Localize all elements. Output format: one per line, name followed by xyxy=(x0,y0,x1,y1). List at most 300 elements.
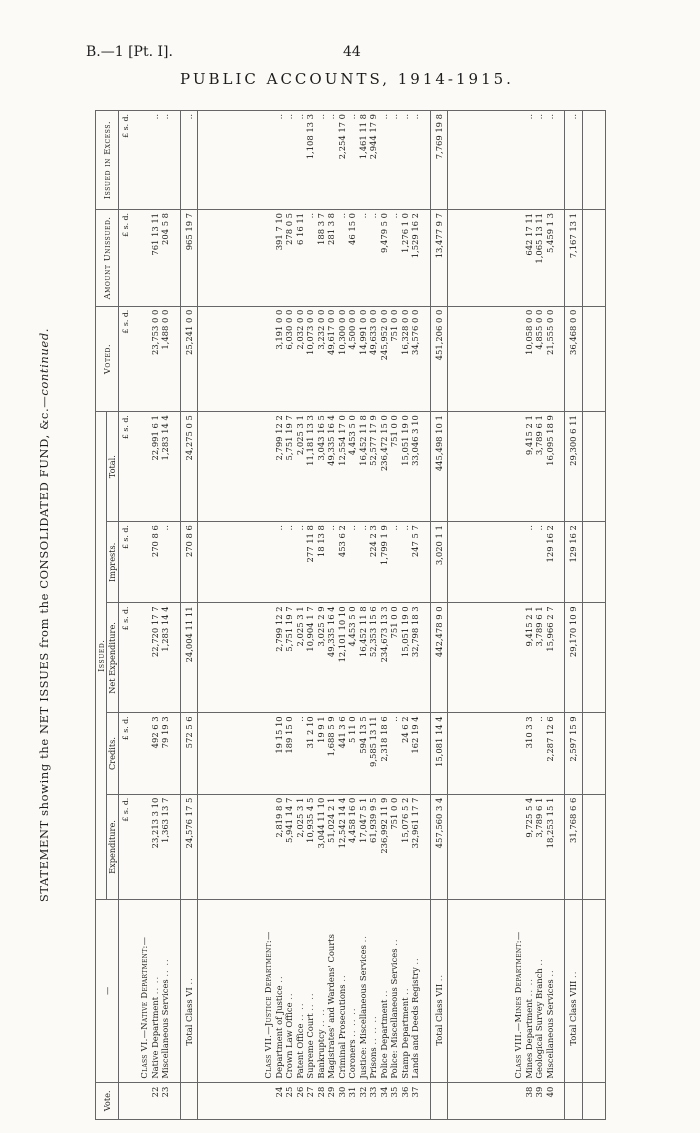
spacer-cell xyxy=(504,522,513,603)
cell-tot: 5,751 19 7 xyxy=(284,412,295,522)
item-label: Miscellaneous Services xyxy=(544,979,555,1079)
vote-number: 27 xyxy=(305,1082,316,1119)
cell-tot: 49,335 16 4 xyxy=(326,412,337,522)
cell-net: 1,283 14 4 xyxy=(160,603,171,713)
total-ex: .. xyxy=(565,111,583,210)
empty-cell xyxy=(263,713,274,794)
cell-tot: 1,283 14 4 xyxy=(160,412,171,522)
cell-imp: .. xyxy=(389,522,400,603)
spacer-cell xyxy=(448,306,505,412)
spacer-cell xyxy=(421,209,431,306)
empty-cell xyxy=(513,306,524,412)
cell-cr: 5 11 0 xyxy=(347,713,358,794)
cell-net: 5,751 19 7 xyxy=(284,603,295,713)
cell-cr: 441 3 6 xyxy=(337,713,348,794)
spacer-cell xyxy=(582,900,605,1082)
empty-cell xyxy=(513,412,524,522)
spacer-cell xyxy=(198,209,255,306)
empty-cell xyxy=(139,713,150,794)
cell-exp: 3,789 6 1 xyxy=(534,794,545,900)
spacer-cell xyxy=(130,412,139,522)
statement-title: STATEMENT showing the NET ISSUES from the CONSOLIDATED FUND, &c.—continued. xyxy=(37,327,51,903)
leader-dots: .. xyxy=(399,987,410,995)
cell-un: 9,479 5 0 xyxy=(379,209,390,306)
vote-cell xyxy=(565,1082,583,1119)
cell-un: 5,459 1 3 xyxy=(545,209,556,306)
cell-tot: 15,051 19 0 xyxy=(400,412,411,522)
leader-dots: .. .. xyxy=(315,1008,326,1027)
vote-cell xyxy=(180,1082,198,1119)
total-exp: 31,768 6 6 xyxy=(565,794,583,900)
leader-dots: .. xyxy=(336,974,347,982)
cell-ex: .. xyxy=(347,111,358,210)
spacer-cell xyxy=(171,603,181,713)
cell-ex: .. xyxy=(524,111,535,210)
cell-tot: 12,554 17 0 xyxy=(337,412,348,522)
units-tot: £ s. d. xyxy=(118,412,130,522)
col-vote: Vote. xyxy=(96,1082,119,1119)
cell-imp: 18 13 8 xyxy=(316,522,327,603)
cell-exp: 4,458 16 0 xyxy=(347,794,358,900)
table-row xyxy=(545,111,556,1120)
spacer-cell xyxy=(130,522,139,603)
leader-dots: .. .. xyxy=(149,975,160,995)
vote-number: 34 xyxy=(379,1082,390,1119)
cell-voted: 1,488 0 0 xyxy=(160,306,171,412)
empty-cell xyxy=(513,111,524,210)
empty-cell xyxy=(263,522,274,603)
cell-exp: 9,725 5 4 xyxy=(524,794,535,900)
total-row xyxy=(430,111,448,1120)
units-voted: £ s. d. xyxy=(118,306,130,412)
total-cr: 572 5 6 xyxy=(180,713,198,794)
cell-exp: 5,941 14 7 xyxy=(284,794,295,900)
vote-number: 40 xyxy=(545,1082,556,1119)
gap xyxy=(504,111,513,1120)
cell-imp: 247 5 7 xyxy=(410,522,421,603)
table-row xyxy=(368,111,379,1120)
cell-net: 15,966 2 7 xyxy=(545,603,556,713)
cell-un: .. xyxy=(305,209,316,306)
table-row xyxy=(524,111,535,1120)
cell-tot: 9,415 2 1 xyxy=(524,412,535,522)
item-label: Supreme Court xyxy=(305,1013,316,1079)
spacer-cell xyxy=(198,713,255,794)
leader-dots: .. .. xyxy=(523,978,534,997)
issues-table xyxy=(95,110,606,1120)
cell-exp: 236,992 11 9 xyxy=(379,794,390,900)
cell-imp: .. xyxy=(400,522,411,603)
spacer-cell xyxy=(421,111,431,210)
cell-exp: 751 0 0 xyxy=(389,794,400,900)
cell-ex: .. xyxy=(534,111,545,210)
cell-net: 10,904 1 7 xyxy=(305,603,316,713)
cell-cr: 594 13 5 xyxy=(358,713,369,794)
spacer-cell xyxy=(421,1082,431,1119)
cell-net: 3,789 6 1 xyxy=(534,603,545,713)
total-tot: 29,300 6 11 xyxy=(565,412,583,522)
vote-number: 30 xyxy=(337,1082,348,1119)
spacer-cell xyxy=(504,900,513,1082)
item-label: Miscellaneous Services xyxy=(160,979,171,1079)
item-name xyxy=(284,900,295,1082)
spacer-cell xyxy=(171,713,181,794)
cell-net: 2,799 12 2 xyxy=(274,603,285,713)
cell-net: 32,798 18 3 xyxy=(410,603,421,713)
spacer-cell xyxy=(582,794,605,900)
spacer-cell xyxy=(130,1082,139,1119)
cell-cr: 24 6 2 xyxy=(400,713,411,794)
cell-tot: 16,452 11 8 xyxy=(358,412,369,522)
item-name xyxy=(316,900,327,1082)
item-label: Geological Survey Branch xyxy=(534,968,545,1079)
gap xyxy=(171,111,181,1120)
total-net: 29,170 10 9 xyxy=(565,603,583,713)
empty-cell xyxy=(513,603,524,713)
spacer-cell xyxy=(448,603,505,713)
spacer-cell xyxy=(254,713,263,794)
table-row xyxy=(326,111,337,1120)
empty-cell xyxy=(263,306,274,412)
cell-exp: 32,961 17 7 xyxy=(410,794,421,900)
total-voted: 451,206 0 0 xyxy=(430,306,448,412)
cell-un: 391 7 10 xyxy=(274,209,285,306)
cell-exp: 15,076 5 2 xyxy=(400,794,411,900)
empty-cell xyxy=(139,794,150,900)
units-cr: £ s. d. xyxy=(118,713,130,794)
cell-voted: 16,328 0 0 xyxy=(400,306,411,412)
item-name xyxy=(524,900,535,1082)
cell-net: 22,720 17 7 xyxy=(150,603,161,713)
cell-tot: 2,025 3 1 xyxy=(295,412,306,522)
cell-voted: 2,032 0 0 xyxy=(295,306,306,412)
col-item: — xyxy=(96,900,119,1082)
vote-number: 23 xyxy=(160,1082,171,1119)
spacer-cell xyxy=(421,794,431,900)
cell-tot: 2,799 12 2 xyxy=(274,412,285,522)
spacer-cell xyxy=(582,111,605,210)
cell-voted: 21,555 0 0 xyxy=(545,306,556,412)
table-row xyxy=(400,111,411,1120)
spacer-cell xyxy=(555,111,565,210)
cell-ex: .. xyxy=(274,111,285,210)
cell-un: 46 15 0 xyxy=(347,209,358,306)
spacer-cell xyxy=(254,522,263,603)
item-label: Prisons xyxy=(368,1047,379,1079)
empty-cell xyxy=(513,713,524,794)
spacer-cell xyxy=(198,1082,255,1119)
cell-tot: 751 0 0 xyxy=(389,412,400,522)
item-name xyxy=(410,900,421,1082)
total-net: 24,004 11 11 xyxy=(180,603,198,713)
cell-voted: 751 0 0 xyxy=(389,306,400,412)
table-row xyxy=(316,111,327,1120)
spacer-cell xyxy=(555,713,565,794)
cell-net: 52,353 15 6 xyxy=(368,603,379,713)
page-number: 44 xyxy=(343,44,361,60)
vote-number: 38 xyxy=(524,1082,535,1119)
cell-ex: .. xyxy=(545,111,556,210)
item-name xyxy=(389,900,400,1082)
spacer-cell xyxy=(421,713,431,794)
total-voted: 36,468 0 0 xyxy=(565,306,583,412)
spacer-cell xyxy=(198,794,255,900)
vote-number: 26 xyxy=(295,1082,306,1119)
spacer-cell xyxy=(198,900,255,1082)
total-ex: .. xyxy=(180,111,198,210)
item-name xyxy=(337,900,348,1082)
biggap xyxy=(448,111,505,1120)
table-row xyxy=(150,111,161,1120)
cell-net: 4,453 5 0 xyxy=(347,603,358,713)
vote-number: 29 xyxy=(326,1082,337,1119)
cell-un: 1,065 13 11 xyxy=(534,209,545,306)
total-cr: 2,597 15 9 xyxy=(565,713,583,794)
cell-ex: .. xyxy=(160,111,171,210)
col-expenditure: Expenditure. xyxy=(107,794,118,900)
cell-exp: 2,025 3 1 xyxy=(295,794,306,900)
cell-net: 15,051 19 0 xyxy=(400,603,411,713)
leader-dots: .. xyxy=(183,977,194,985)
total-ex: 7,769 19 8 xyxy=(430,111,448,210)
leader-dots: .. .. xyxy=(294,1002,305,1021)
spacer-cell xyxy=(504,111,513,210)
cell-imp: .. xyxy=(274,522,285,603)
item-name xyxy=(295,900,306,1082)
total-exp: 24,576 17 5 xyxy=(180,794,198,900)
spacer-cell xyxy=(254,1082,263,1119)
cell-un: .. xyxy=(368,209,379,306)
cell-cr: 2,287 12 6 xyxy=(545,713,556,794)
vote-number: 33 xyxy=(368,1082,379,1119)
leader-dots: .. .. .. xyxy=(347,1007,358,1037)
total-imp: 3,020 1 1 xyxy=(430,522,448,603)
total-tot: 24,275 0 5 xyxy=(180,412,198,522)
item-name xyxy=(358,900,369,1082)
cell-voted: 10,300 0 0 xyxy=(337,306,348,412)
cell-exp: 1,363 13 7 xyxy=(160,794,171,900)
gap xyxy=(421,111,431,1120)
total-label xyxy=(180,900,198,1082)
cell-imp: 277 11 8 xyxy=(305,522,316,603)
cell-ex: .. xyxy=(400,111,411,210)
class-heading: Class VI.—Native Department:— xyxy=(139,900,150,1082)
col-credits: Credits. xyxy=(107,713,118,794)
cell-cr: .. xyxy=(389,713,400,794)
cell-imp: .. xyxy=(326,522,337,603)
vote-number: 32 xyxy=(358,1082,369,1119)
total-text: Total Class VIII xyxy=(568,980,579,1046)
spacer-cell xyxy=(254,111,263,210)
table-row xyxy=(534,111,545,1120)
spacer-cell xyxy=(504,412,513,522)
cell-net: 9,415 2 1 xyxy=(524,603,535,713)
spacer-cell xyxy=(448,111,505,210)
spacer-cell xyxy=(555,900,565,1082)
leader-dots: .. .. .. xyxy=(368,1015,379,1045)
spacer-cell xyxy=(171,1082,181,1119)
empty-cell xyxy=(139,522,150,603)
item-label: Coroners xyxy=(347,1039,358,1079)
item-name xyxy=(274,900,285,1082)
col-unissued: Amount Unissued. xyxy=(96,209,119,306)
spacer-cell xyxy=(254,412,263,522)
class-heading: Class VII.—Justice Department:— xyxy=(263,900,274,1082)
spacer-cell xyxy=(198,306,255,412)
vote-number: 24 xyxy=(274,1082,285,1119)
item-name xyxy=(534,900,545,1082)
units-net: £ s. d. xyxy=(118,603,130,713)
item-label: Department of Justice xyxy=(273,985,284,1079)
item-label: Police Department xyxy=(378,999,389,1079)
spacer-cell xyxy=(582,603,605,713)
spacer-cell xyxy=(171,522,181,603)
total-imp: 129 16 2 xyxy=(565,522,583,603)
units-exp: £ s. d. xyxy=(118,794,130,900)
vote-number: 22 xyxy=(150,1082,161,1119)
item-label: Bankruptcy xyxy=(315,1029,326,1079)
spacer-cell xyxy=(254,603,263,713)
table-row xyxy=(410,111,421,1120)
cell-un: .. xyxy=(337,209,348,306)
total-un: 7,167 13 1 xyxy=(565,209,583,306)
leader-dots: .. xyxy=(389,938,400,946)
cell-imp: .. xyxy=(160,522,171,603)
cell-imp: 1,799 1 9 xyxy=(379,522,390,603)
spacer-cell xyxy=(421,306,431,412)
cell-net: 16,452 11 8 xyxy=(358,603,369,713)
col-imprests: Imprests. xyxy=(107,522,118,603)
spacer-cell xyxy=(254,794,263,900)
vote-cell xyxy=(139,1082,150,1119)
total-row xyxy=(180,111,198,1120)
cell-imp: .. xyxy=(524,522,535,603)
spacer-cell xyxy=(582,522,605,603)
cell-un: 6 16 11 xyxy=(295,209,306,306)
empty-cell xyxy=(513,794,524,900)
vote-cell xyxy=(430,1082,448,1119)
gap xyxy=(130,111,139,1120)
item-label: Lands and Deeds Registry xyxy=(410,967,421,1079)
vote-cell xyxy=(263,1082,274,1119)
cell-voted: 4,855 0 0 xyxy=(534,306,545,412)
cell-cr: 9,585 13 11 xyxy=(368,713,379,794)
cell-net: 751 0 0 xyxy=(389,603,400,713)
table-row xyxy=(379,111,390,1120)
cell-voted: 49,617 0 0 xyxy=(326,306,337,412)
units-imp: £ s. d. xyxy=(118,522,130,603)
empty-cell xyxy=(139,306,150,412)
table-row xyxy=(347,111,358,1120)
spacer-cell xyxy=(504,794,513,900)
col-excess: Issued in Excess. xyxy=(96,111,119,210)
item-label: Criminal Prosecutions xyxy=(336,984,347,1079)
cell-exp: 23,213 3 10 xyxy=(150,794,161,900)
spacer-cell xyxy=(171,306,181,412)
spacer-cell xyxy=(555,522,565,603)
class-heading: Class VIII.—Mines Department:— xyxy=(513,900,524,1082)
leader-dots: .. xyxy=(410,957,421,965)
cell-net: 3,025 2 9 xyxy=(316,603,327,713)
class-heading-row xyxy=(139,111,150,1120)
spacer-cell xyxy=(254,900,263,1082)
item-name xyxy=(368,900,379,1082)
vote-number: 31 xyxy=(347,1082,358,1119)
cell-ex: 1,108 13 3 xyxy=(305,111,316,210)
units-un: £ s. d. xyxy=(118,209,130,306)
item-label: Stamp Department xyxy=(399,997,410,1079)
empty-cell xyxy=(263,209,274,306)
cell-cr: 310 3 3 xyxy=(524,713,535,794)
cell-tot: 33,046 3 10 xyxy=(410,412,421,522)
spacer-cell xyxy=(254,209,263,306)
cell-imp: 270 8 6 xyxy=(150,522,161,603)
spacer-cell xyxy=(555,209,565,306)
spacer-cell xyxy=(555,1082,565,1119)
cell-tot: 3,043 16 5 xyxy=(316,412,327,522)
total-exp: 457,560 3 4 xyxy=(430,794,448,900)
cell-tot: 3,789 6 1 xyxy=(534,412,545,522)
spacer-cell xyxy=(504,1082,513,1119)
cell-exp: 12,542 14 4 xyxy=(337,794,348,900)
cell-cr: 189 15 0 xyxy=(284,713,295,794)
cell-un: 281 3 8 xyxy=(326,209,337,306)
cell-exp: 61,939 9 5 xyxy=(368,794,379,900)
spacer-cell xyxy=(555,794,565,900)
cell-ex: .. xyxy=(316,111,327,210)
spacer-cell xyxy=(504,713,513,794)
cell-net: 12,101 10 10 xyxy=(337,603,348,713)
cell-voted: 3,191 0 0 xyxy=(274,306,285,412)
cell-cr: .. xyxy=(534,713,545,794)
spacer-cell xyxy=(555,306,565,412)
spacer-cell xyxy=(582,412,605,522)
vote-number: 39 xyxy=(534,1082,545,1119)
cell-ex: .. xyxy=(410,111,421,210)
spacer-cell xyxy=(421,900,431,1082)
table-row xyxy=(337,111,348,1120)
total-un: 965 19 7 xyxy=(180,209,198,306)
page-title: PUBLIC ACCOUNTS, 1914-1915. xyxy=(180,70,514,88)
spacer-cell xyxy=(130,713,139,794)
empty-cell xyxy=(513,209,524,306)
table-row xyxy=(160,111,171,1120)
cell-tot: 22,991 6 1 xyxy=(150,412,161,522)
empty-cell xyxy=(263,412,274,522)
spacer-cell xyxy=(130,900,139,1082)
cell-tot: 4,453 5 0 xyxy=(347,412,358,522)
item-label: Native Department xyxy=(149,996,160,1079)
units-ex: £ s. d. xyxy=(118,111,130,210)
cell-voted: 10,073 0 0 xyxy=(305,306,316,412)
cell-un: .. xyxy=(358,209,369,306)
cell-imp: .. xyxy=(358,522,369,603)
cell-net: 49,335 16 4 xyxy=(326,603,337,713)
cell-tot: 236,472 15 0 xyxy=(379,412,390,522)
item-name xyxy=(379,900,390,1082)
cell-imp: .. xyxy=(534,522,545,603)
spacer-cell xyxy=(448,900,505,1082)
spacer-cell xyxy=(198,603,255,713)
spacer-cell xyxy=(421,522,431,603)
cell-un: .. xyxy=(389,209,400,306)
total-cr: 15,081 14 4 xyxy=(430,713,448,794)
col-total: Total. xyxy=(107,412,118,522)
spacer-cell xyxy=(448,209,505,306)
cell-voted: 14,991 0 0 xyxy=(358,306,369,412)
empty-cell xyxy=(263,603,274,713)
leader-dots: .. xyxy=(544,969,555,977)
